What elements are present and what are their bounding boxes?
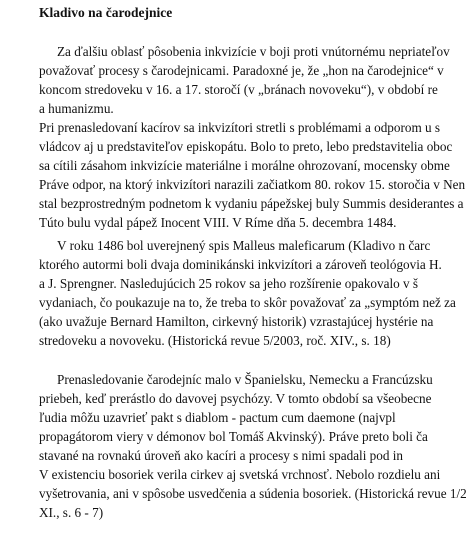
body-line: a J. Sprengner. Nasledujúcich 25 rokov sa jeho rozšírenie opakovalo v š: [39, 276, 419, 291]
body-line: Pri prenasledovaní kacírov sa inkvizítori stretli s problémami a odporom u s: [39, 120, 441, 135]
body-line: propagátorom viery v démonov bol Tomáš Akvinský). Práve preto boli ča: [39, 429, 428, 444]
body-line: V roku 1486 bol uverejnený spis Malleus maleficarum (Kladivo n čarc: [57, 238, 431, 253]
body-line: Práve odpor, na ktorý inkvizítori narazili začiatkom 80. rokov 15. storočia v Nen: [39, 177, 466, 192]
body-line: stal bezprostredným podnetom k vydaniu pápežskej buly Summis desiderantes a: [39, 196, 464, 211]
body-line: ktorého autormi boli dvaja dominikánski inkvizítori a zároveň teológovia H.: [39, 257, 442, 272]
body-line: Za ďalšiu oblasť pôsobenia inkvizície v boji proti vnútornému nepriateľov: [57, 44, 450, 59]
body-line: vládcov aj u predstaviteľov episkopátu. Bolo to preto, lebo predstavitelia oboc: [39, 139, 453, 154]
body-line: sa cítili zásahom inkvizície materiálne i morálne ohrozovaní, mocensky obme: [39, 158, 450, 173]
body-line: koncom stredoveku v 16. a 17. storočí (v „bránach novoveku“), v období re: [39, 82, 438, 97]
body-line: Prenasledovanie čarodejníc malo v Španielsku, Nemecku a Francúzsku: [57, 372, 433, 387]
body-line: priebeh, keď prerástlo do davovej psychózy. V tomto období sa všeobecne: [39, 391, 432, 406]
body-line: (ako uvažuje Bernard Hamilton, cirkevný historik) vzrastajúcej hystérie na: [39, 314, 434, 329]
body-line: stavané na rovnakú úroveň ako kacíri a procesy s nimi spadali pod in: [39, 448, 404, 463]
article-heading: Kladivo na čarodejnice: [39, 5, 173, 20]
body-line: a humanizmu.: [39, 101, 114, 116]
body-line: vyšetrovania, ani v spôsobe usvedčenia a súdenia bosoriek. (Historická revue 1/2: [39, 486, 467, 501]
body-line: vydaniach, čo poukazuje na to, že treba to skôr považovať za „symptóm než za: [39, 295, 456, 310]
body-line: V existenciu bosoriek verila cirkev aj svetská vrchnosť. Nebolo rozdielu ani: [39, 467, 441, 482]
body-line: stredoveku a novoveku. (Historická revue 5/2003, roč. XIV., s. 18): [39, 333, 391, 348]
body-line: Túto bulu vydal pápež Inocent VIII. V Ríme dňa 5. decembra 1484.: [39, 215, 397, 230]
body-line: považovať procesy s čarodejnicami. Paradoxné je, že „hon na čarodejnice“ v: [39, 63, 444, 78]
body-line: ľudia môžu uzavrieť pakt s diablom - pactum cum daemone (najvpl: [39, 410, 396, 425]
body-line: XI., s. 6 - 7): [39, 505, 104, 520]
